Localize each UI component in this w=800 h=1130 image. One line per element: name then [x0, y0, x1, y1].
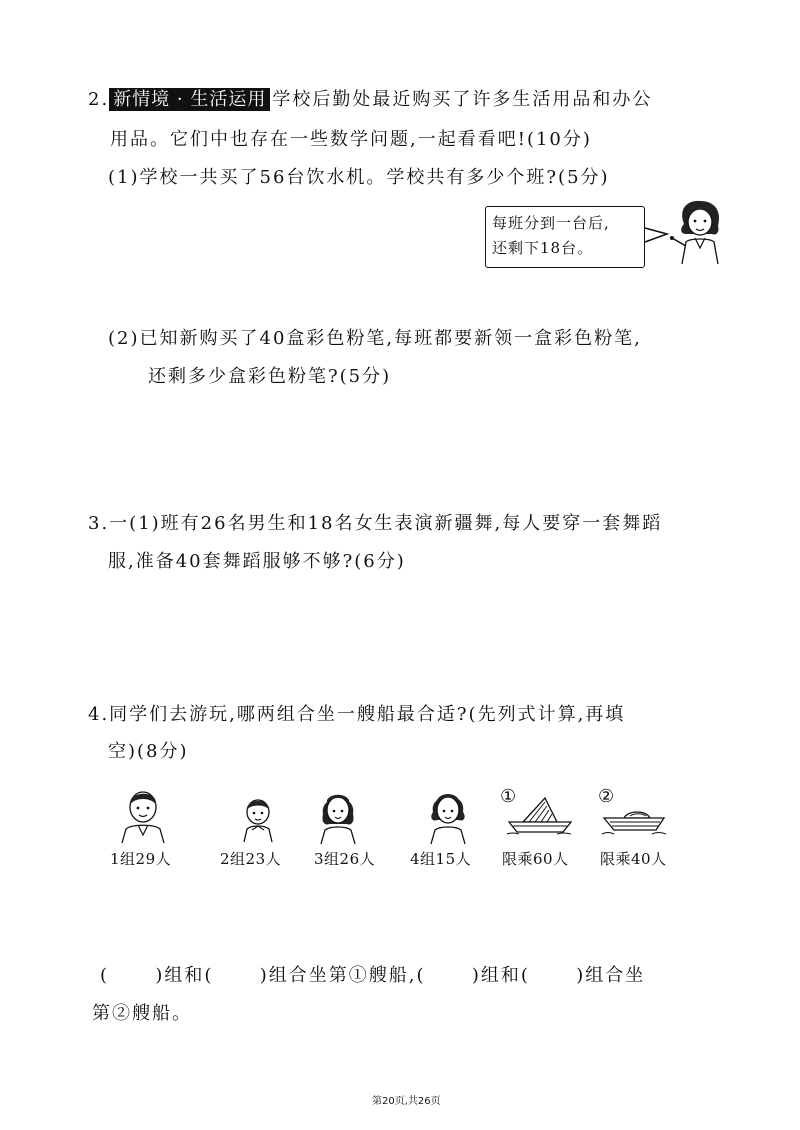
motorboat-icon	[600, 804, 670, 838]
q4-answer-line-1: ( )组和( )组合坐第①艘船,( )组和( )组合坐	[100, 965, 646, 986]
q3-line-1: 3.一(1)班有26名男生和18名女生表演新疆舞,每人要穿一套舞蹈	[88, 513, 663, 534]
q2-line-1	[88, 88, 652, 112]
page-number-footer: 第20页,共26页	[372, 1096, 441, 1107]
boat-marker: ②	[598, 786, 615, 807]
boat-capacity-label: 限乘60人	[502, 850, 569, 868]
boy-icon	[238, 796, 278, 842]
speech-bubble-line-2: 还剩下18台。	[492, 239, 594, 257]
group-label: 3组26人	[314, 850, 376, 868]
q3-line-2: 服,准备40套舞蹈服够不够?(6分)	[108, 551, 406, 572]
q2-number: 2.	[88, 89, 110, 110]
teacher-icon	[668, 198, 730, 264]
group-label: 1组29人	[110, 850, 172, 868]
q2-subquestion-2-line-1: (2)已知新购买了40盒彩色粉笔,每班都要新领一盒彩色粉笔,	[108, 328, 642, 349]
group-label: 4组15人	[410, 850, 472, 868]
speech-bubble-line-1: 每班分到一台后,	[492, 214, 610, 232]
boy-icon	[118, 787, 168, 843]
group-label: 2组23人	[220, 850, 282, 868]
girl-icon	[425, 788, 471, 844]
boat-capacity-label: 限乘40人	[600, 850, 667, 868]
q4-line-1: 4.同学们去游玩,哪两组合坐一艘船最合适?(先列式计算,再填	[88, 704, 626, 725]
speech-bubble	[485, 206, 645, 268]
q2-subquestion-2-line-2: 还剩多少盒彩色粉笔?(5分)	[148, 366, 392, 387]
girl-icon	[315, 788, 361, 844]
q2-subquestion-1: (1)学校一共买了56台饮水机。学校共有多少个班?(5分)	[108, 167, 610, 188]
boat-marker: ①	[500, 786, 517, 807]
q4-answer-line-2: 第②艘船。	[92, 1003, 192, 1024]
q4-line-2: 空)(8分)	[108, 741, 189, 762]
sailboat-icon	[505, 796, 575, 838]
q2-tag-badge: 新情境 · 生活运用	[109, 88, 270, 111]
q2-line-1-text: 学校后勤处最近购买了许多生活用品和办公	[272, 89, 653, 110]
q2-line-2: 用品。它们中也存在一些数学问题,一起看看吧!(10分)	[110, 129, 592, 150]
